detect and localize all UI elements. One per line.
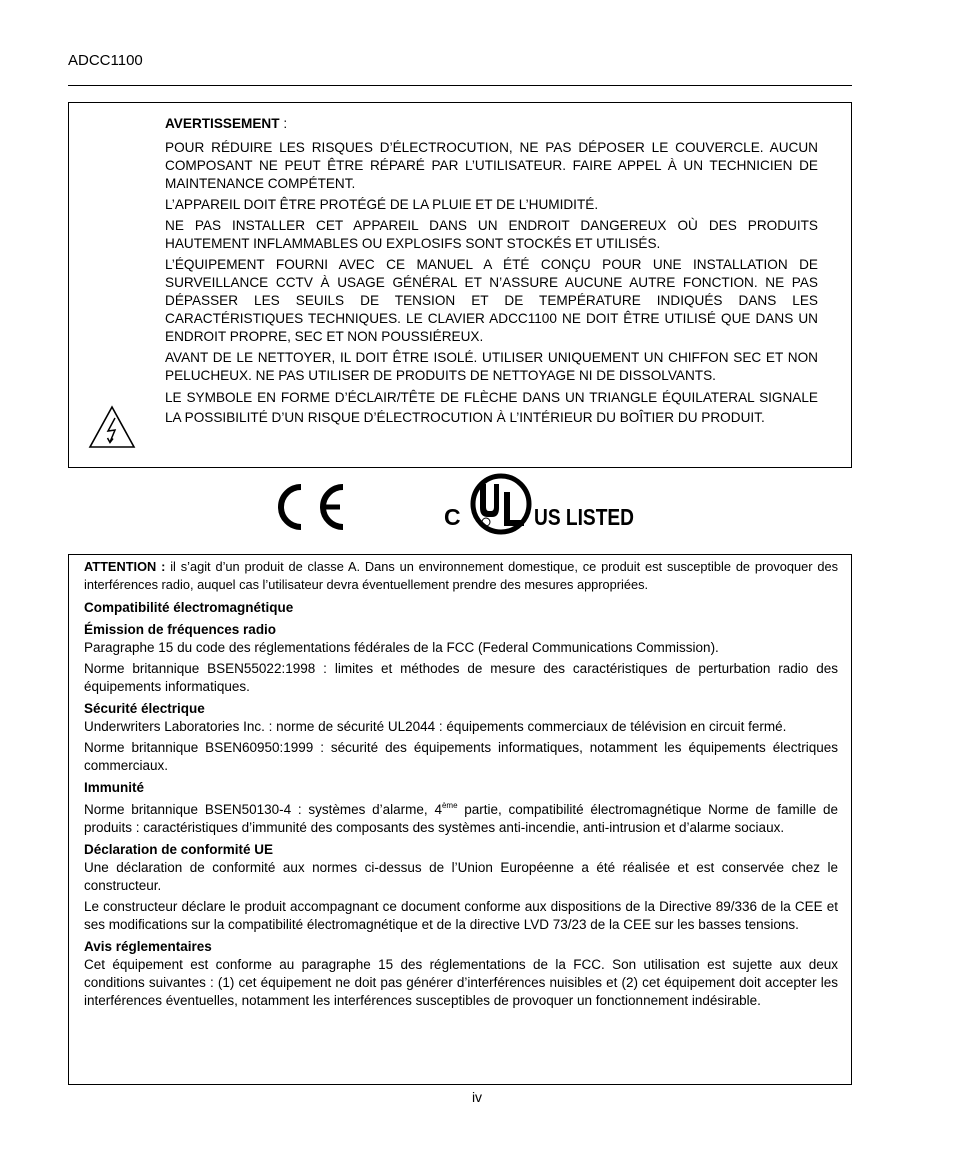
warning-paragraph: L’ÉQUIPEMENT FOURNI AVEC CE MANUEL A ÉTÉ CONÇU POUR UNE INSTALLATION DE SURVEILLANCE CCTV À USAGE GÉNÉRAL ET N’ASSURE AUCUNE AUTRE FONCTION. NE PAS DÉPASSER LES SEUILS DE TENSION ET DE TEMPÉRATURE INDIQUÉS DANS LES CARACTÉRISTIQUES TECHNIQUES. LE CLAVIER ADCC1100 NE DOIT ÊTRE UTILISÉ QUE DANS UN ENDROIT PROPRE, SEC ET NON POUSSIÉREUX. xyxy=(165,257,818,344)
warning-paragraph: NE PAS INSTALLER CET APPAREIL DANS UN ENDROIT DANGEREUX OÙ DES PRODUITS HAUTEMENT INFLAMMABLES OU EXPLOSIFS SONT STOCKÉS ET UTILISÉS. xyxy=(165,218,818,251)
warning-box xyxy=(68,102,852,468)
emc-heading: Compatibilité électromagnétique xyxy=(84,600,294,615)
warning-paragraph: AVANT DE LE NETTOYER, IL DOIT ÊTRE ISOLÉ. UTILISER UNIQUEMENT UN CHIFFON SEC ET NON PELUCHEUX. NE PAS UTILISER DE PRODUITS DE NETTOYAGE NI DE DISSOLVANTS. xyxy=(165,350,818,383)
attention-text: il s’agit d’un produit de classe A. Dans un environnement domestique, ce produit est susceptible de provoquer des interférences radio, auquel cas l’utilisateur devra éventuellement prendre des mesures appropriées. xyxy=(84,559,838,592)
declaration-heading: Déclaration de conformité UE xyxy=(84,842,274,857)
emission-heading: Émission de fréquences radio xyxy=(84,622,277,637)
warning-text xyxy=(165,115,818,431)
declaration-paragraph: Une déclaration de conformité aux normes ci-dessus de l’Union Européenne a été réalisée et est conservée chez le constructeur. xyxy=(84,860,838,893)
notice-paragraph: Cet équipement est conforme au paragraphe 15 des réglementations de la FCC. Son utilisation est sujette aux deux conditions suivantes : (1) cet équipement ne doit pas générer d’interférences nuisibles et (2) cet équipement doit accepter les interférences éventuelles, notamment les interférences susceptibles de provoquer un fonctionnement indésirable. xyxy=(84,957,838,1008)
ul-right-text: US LISTED xyxy=(534,504,634,530)
immunity-heading: Immunité xyxy=(84,780,145,795)
attention-label: ATTENTION : xyxy=(84,559,166,574)
warning-label: AVERTISSEMENT xyxy=(165,116,280,131)
regulatory-text xyxy=(84,558,838,1010)
regulatory-box xyxy=(68,554,852,1085)
immunity-text-start: Norme britannique BSEN50130-4 : systèmes d’alarme, 4 xyxy=(84,802,442,817)
warning-label-suffix: : xyxy=(279,116,288,131)
declaration-paragraph: Le constructeur déclare le produit accompagnant ce document conforme aux dispositions de la Directive 89/336 de la CEE et ses modifications sur la compatibilité électromagnétique et de la directive LVD 73/23 de la CEE sur les basses tensions. xyxy=(84,899,838,932)
attention-paragraph xyxy=(84,558,838,594)
electrical-safety-heading: Sécurité électrique xyxy=(84,701,205,716)
electric-shock-warning-icon xyxy=(88,405,136,449)
warning-paragraph: L’APPAREIL DOIT ÊTRE PROTÉGÉ DE LA PLUIE ET DE L’HUMIDITÉ. xyxy=(165,197,599,212)
ul-listed-icon xyxy=(444,470,636,536)
immunity-paragraph xyxy=(84,797,838,837)
notice-heading: Avis réglementaires xyxy=(84,939,212,954)
ce-mark-icon xyxy=(268,480,348,534)
document-header-title: ADCC1100 xyxy=(68,52,143,69)
immunity-superscript: ème xyxy=(441,801,458,810)
electrical-safety-paragraph: Norme britannique BSEN60950:1999 : sécurité des équipements informatiques, notamment les équipements électriques commerciaux. xyxy=(84,740,838,773)
electrical-safety-paragraph: Underwriters Laboratories Inc. : norme de sécurité UL2044 : équipements commerciaux de télévision en circuit fermé. xyxy=(84,719,787,734)
page-number: iv xyxy=(471,1089,483,1105)
warning-paragraph: LE SYMBOLE EN FORME D’ÉCLAIR/TÊTE DE FLÈCHE DANS UN TRIANGLE ÉQUILATERAL SIGNALE LA POSSIBILITÉ D’UN RISQUE D’ÉLECTROCUTION À L’INTÉRIEUR DU BOÎTIER DU PRODUIT. xyxy=(165,390,818,425)
ul-left-letter: C xyxy=(444,504,461,530)
emission-paragraph: Paragraphe 15 du code des réglementations fédérales de la FCC (Federal Communications Commission). xyxy=(84,640,719,655)
header-divider xyxy=(68,85,852,86)
emission-paragraph: Norme britannique BSEN55022:1998 : limites et méthodes de mesure des caractéristiques de perturbation radio des équipements informatiques. xyxy=(84,661,838,694)
warning-title xyxy=(165,115,818,133)
immunity-text-end: partie, compatibilité électromagnétique Norme de famille de produits : caractéristiques d’immunité des composants des systèmes anti-incendie, anti-intrusion et d’alarme sociaux. xyxy=(84,802,838,835)
warning-paragraph: POUR RÉDUIRE LES RISQUES D’ÉLECTROCUTION, NE PAS DÉPOSER LE COUVERCLE. AUCUN COMPOSANT NE PEUT ÊTRE RÉPARÉ PAR L’UTILISATEUR. FAIRE APPEL À UN TECHNICIEN DE MAINTENANCE COMPÉTENT. xyxy=(165,140,818,191)
